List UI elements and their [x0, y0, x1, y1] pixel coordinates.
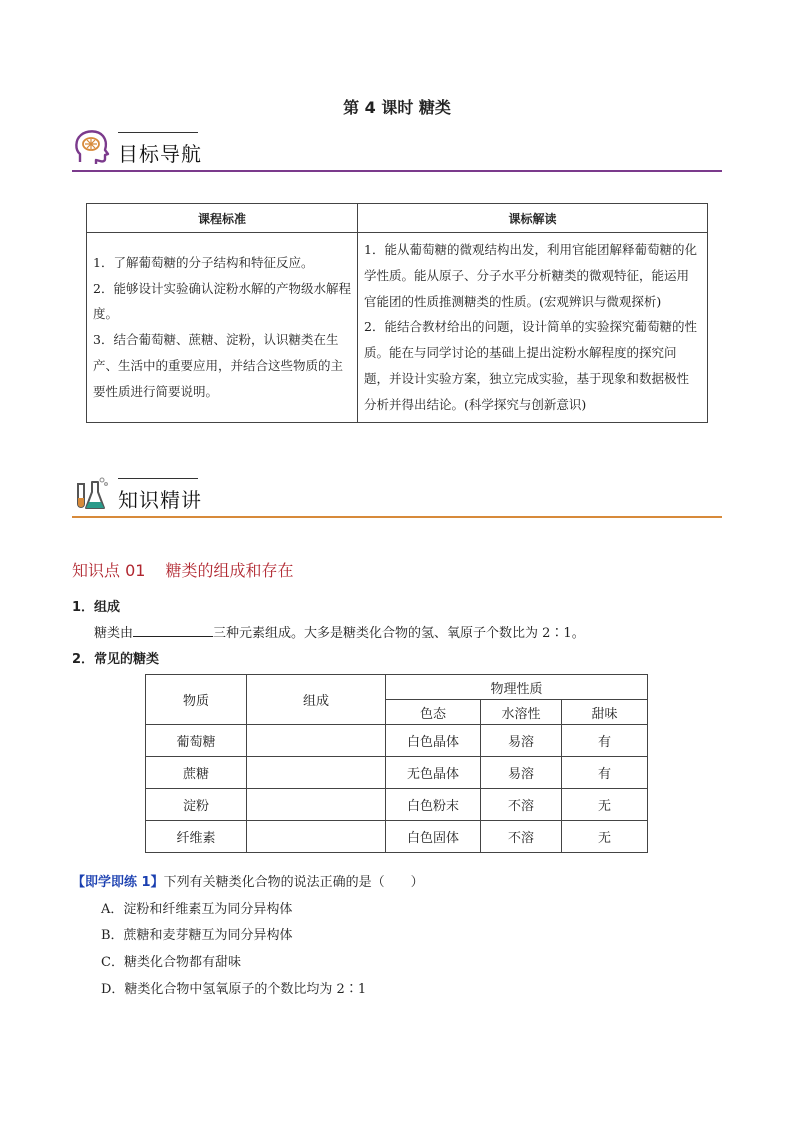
solubility-cell: 易溶 — [481, 725, 562, 757]
sugar-name: 淀粉 — [146, 789, 247, 821]
table-row — [146, 821, 648, 853]
section-rule — [72, 170, 722, 172]
sweetness-cell: 无 — [562, 789, 648, 821]
quiz-option-a: A．淀粉和纤维素互为同分异构体 — [101, 902, 293, 917]
quiz-option-d: D．糖类化合物中氢氧原子的个数比均为 2∶1 — [101, 982, 367, 997]
section-rule — [72, 516, 722, 518]
table-row — [146, 789, 648, 821]
table-header: 组成 — [247, 675, 386, 725]
common-sugars-table — [145, 674, 648, 853]
section-header-goals — [72, 128, 722, 172]
fill-blank — [133, 624, 213, 637]
quiz-question — [72, 871, 424, 890]
composition-cell — [247, 757, 386, 789]
table-header: 物质 — [146, 675, 247, 725]
brain-head-icon — [72, 128, 112, 168]
common-sugars-heading: 2．常见的糖类 — [72, 652, 160, 667]
table-row — [146, 757, 648, 789]
sweetness-cell: 有 — [562, 725, 648, 757]
sugar-name: 蔗糖 — [146, 757, 247, 789]
quiz-option-c: C．糖类化合物都有甜味 — [101, 955, 241, 970]
knowledge-point-title — [72, 558, 293, 581]
color-state-cell: 白色固体 — [386, 821, 481, 853]
color-state-cell: 无色晶体 — [386, 757, 481, 789]
table-header: 物理性质 — [386, 675, 648, 700]
table-header: 水溶性 — [481, 700, 562, 725]
sugar-name: 纤维素 — [146, 821, 247, 853]
knowledge-point-name: 糖类的组成和存在 — [165, 561, 294, 580]
interpretation-item: 2．能结合教材给出的问题，设计简单的实验探究葡萄糖的性质。能在与同学讨论的基础上提出淀粉水解程度的探究问题，并设计实验方案，独立完成实验，基于现象和数据极性分析并得出结论。(科学探究与创新意识) — [364, 319, 697, 412]
interpretation-item: 1．能从葡萄糖的微观结构出发，利用官能团解释葡萄糖的化学性质。能从原子、分子水平分析糖类的微观特征，能运用官能团的性质推测糖类的性质。(宏观辨识与微观探析) — [364, 242, 697, 309]
page-title: 第 4 课时 糖类 — [343, 98, 451, 117]
sweetness-cell: 有 — [562, 757, 648, 789]
section-title: 目标导航 — [118, 142, 202, 166]
composition-heading: 1．组成 — [72, 600, 121, 615]
standard-item: 3．结合葡萄糖、蔗糖、淀粉，认识糖类在生产、生活中的重要应用，并结合这些物质的主要性质进行简要说明。 — [93, 332, 344, 399]
sugar-name: 葡萄糖 — [146, 725, 247, 757]
color-state-cell: 白色粉末 — [386, 789, 481, 821]
standards-table — [86, 203, 708, 423]
standard-item: 2．能够设计实验确认淀粉水解的产物级水解程度。 — [93, 280, 351, 322]
table-header: 课标解读 — [358, 204, 708, 233]
composition-text: 糖类由 三种元素组成。大多是糖类化合物的氢、氧原子个数比为 2∶1。 — [94, 626, 585, 641]
quiz-tag: 【即学即练 1】 — [72, 875, 164, 890]
section-header-knowledge — [72, 474, 722, 518]
quiz-question-text: 下列有关糖类化合物的说法正确的是（ ） — [163, 875, 424, 890]
knowledge-point-label: 知识点 01 — [72, 561, 146, 580]
sweetness-cell: 无 — [562, 821, 648, 853]
solubility-cell: 不溶 — [481, 821, 562, 853]
composition-cell — [247, 789, 386, 821]
standard-item: 1．了解葡萄糖的分子结构和特征反应。 — [93, 254, 314, 270]
section-title: 知识精讲 — [118, 488, 202, 512]
quiz-option-b: B．蔗糖和麦芽糖互为同分异构体 — [101, 928, 293, 943]
table-header: 课程标准 — [87, 204, 358, 233]
table-row — [146, 725, 648, 757]
solubility-cell: 不溶 — [481, 789, 562, 821]
composition-cell — [247, 725, 386, 757]
solubility-cell: 易溶 — [481, 757, 562, 789]
lab-flask-icon — [72, 474, 112, 514]
color-state-cell: 白色晶体 — [386, 725, 481, 757]
standards-interpretation-cell — [358, 233, 708, 423]
course-standards-cell — [87, 233, 358, 423]
table-header: 色态 — [386, 700, 481, 725]
composition-cell — [247, 821, 386, 853]
table-header: 甜味 — [562, 700, 648, 725]
